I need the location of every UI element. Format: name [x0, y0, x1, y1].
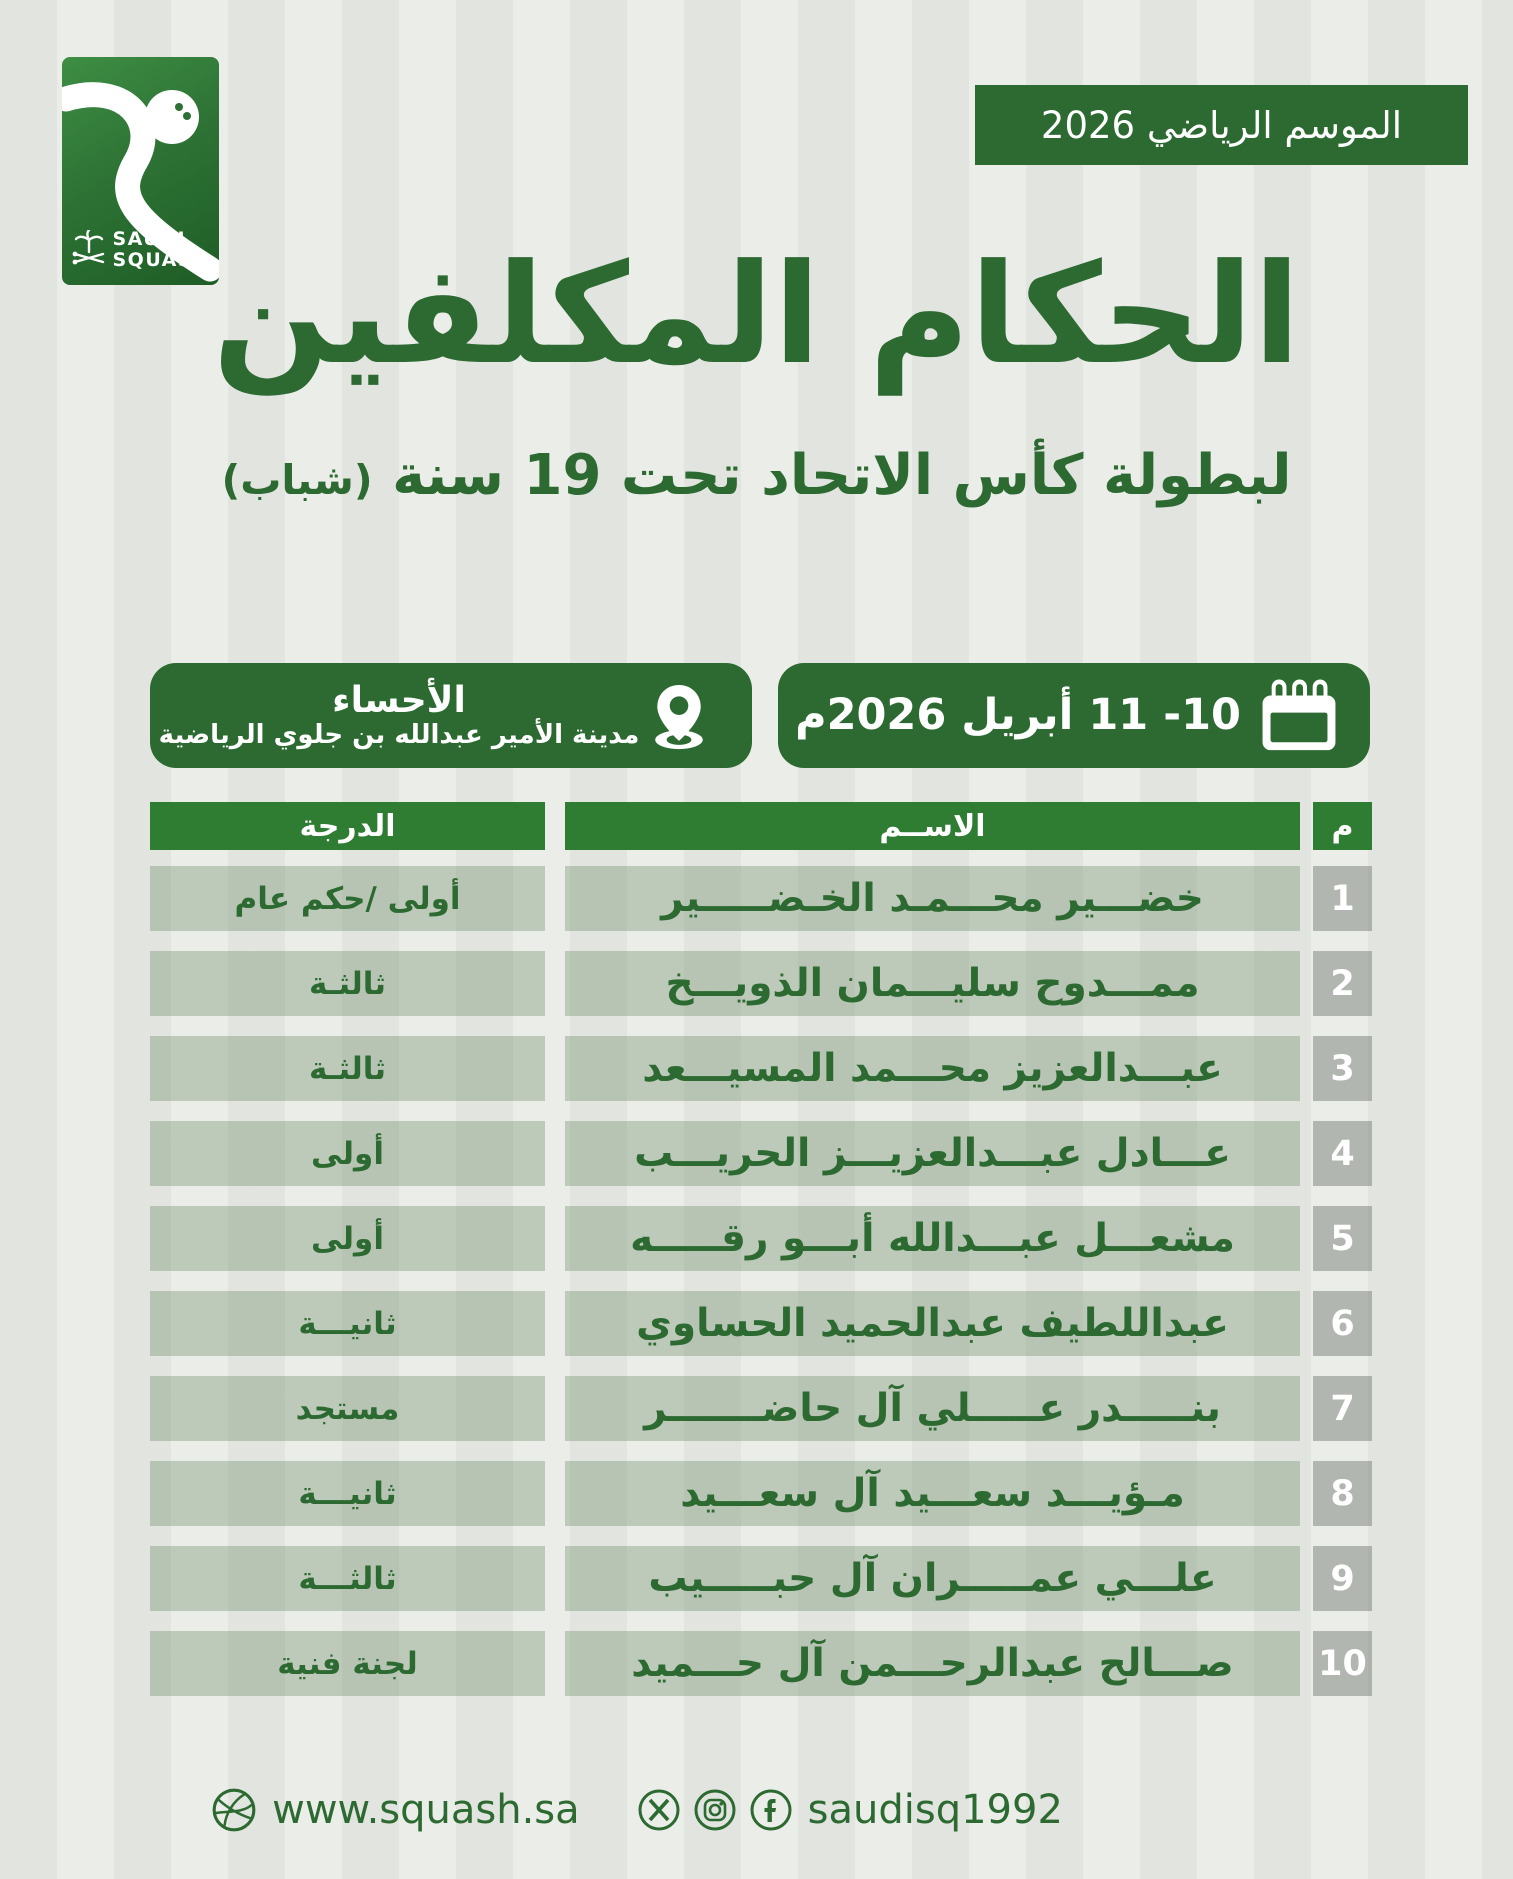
footer-social-group [636, 1787, 1063, 1833]
page-title: الحكام المكلفين [212, 233, 1301, 395]
table-row [150, 866, 1372, 931]
location-text [150, 680, 648, 751]
table-header-number: م [1313, 802, 1372, 850]
social-icons [636, 1787, 794, 1833]
row-name-cell: مشعـــل عبـــدالله أبـــو رقـــــه [565, 1206, 1300, 1271]
page-subtitle [0, 443, 1513, 508]
table-header-name: الاســم [565, 802, 1300, 850]
table-row [150, 1631, 1372, 1696]
table-header-grade: الدرجة [150, 802, 545, 850]
table-row [150, 1461, 1372, 1526]
location-venue: مدينة الأمير عبدالله بن جلوي الرياضية [158, 720, 640, 751]
row-grade-cell: مستجد [150, 1376, 545, 1441]
table-row [150, 1206, 1372, 1271]
date-text-wrap [778, 691, 1258, 740]
row-number-badge: 5 [1313, 1206, 1372, 1271]
season-badge-label: الموسم الرياضي 2026 [1040, 103, 1403, 147]
date-text: 10- 11 أبريل 2026م [795, 689, 1241, 740]
row-name-cell: بنـــــدر عـــــلي آل حاضـــــــر [565, 1376, 1300, 1441]
table-row [150, 1036, 1372, 1101]
row-name-cell: ممـــدوح سليـــمان الذويـــخ [565, 951, 1300, 1016]
table-row [150, 1121, 1372, 1186]
row-name-cell: عـــادل عبـــدالعزيـــز الحريـــب [565, 1121, 1300, 1186]
row-grade-cell: لجنة فنية [150, 1631, 545, 1696]
season-badge [975, 85, 1468, 165]
row-number-badge: 6 [1313, 1291, 1372, 1356]
row-grade-cell: أولى [150, 1121, 545, 1186]
row-number-badge: 8 [1313, 1461, 1372, 1526]
logo-brand-text: SAUDI SQUASH [112, 228, 211, 272]
subtitle-text: لبطولة كأس الاتحاد تحت 19 سنة [392, 443, 1292, 508]
row-number-badge: 4 [1313, 1121, 1372, 1186]
location-city: الأحساء [332, 679, 466, 721]
location-pill [150, 663, 752, 768]
row-number-badge: 7 [1313, 1376, 1372, 1441]
globe-icon [210, 1786, 258, 1834]
instagram-icon [692, 1787, 738, 1833]
footer-website: www.squash.sa [272, 1787, 580, 1833]
row-name-cell: علـــي عمـــــران آل حبـــــيب [565, 1546, 1300, 1611]
footer-website-group [210, 1786, 580, 1834]
row-name-cell: مـؤيـــد سعـــيد آل سعـــيد [565, 1461, 1300, 1526]
table-row [150, 1376, 1372, 1441]
x-twitter-icon [636, 1787, 682, 1833]
facebook-icon [748, 1787, 794, 1833]
table-row [150, 951, 1372, 1016]
row-grade-cell: ثانيـــة [150, 1291, 545, 1356]
row-grade-cell: ثالثـة [150, 951, 545, 1016]
subtitle-note: (شباب) [221, 456, 373, 504]
row-name-cell: عبـــدالعزيز محـــمد المسيـــعد [565, 1036, 1300, 1101]
row-grade-cell: ثالثـة [150, 1036, 545, 1101]
row-number-badge: 3 [1313, 1036, 1372, 1101]
referee-table-rows [150, 866, 1372, 1696]
footer [0, 1786, 1393, 1834]
row-number-badge: 1 [1313, 866, 1372, 931]
row-grade-cell: أولى /حكم عام [150, 866, 545, 931]
table-row [150, 1546, 1372, 1611]
row-grade-cell: ثالثـــة [150, 1546, 545, 1611]
calendar-icon [1258, 679, 1340, 753]
row-number-badge: 9 [1313, 1546, 1372, 1611]
row-grade-cell: ثانيـــة [150, 1461, 545, 1526]
date-pill [778, 663, 1370, 768]
table-row [150, 1291, 1372, 1356]
footer-social-handle: saudisq1992 [807, 1787, 1063, 1833]
row-number-badge: 10 [1313, 1631, 1372, 1696]
row-name-cell: خضـــير محـــمـد الخـضـــــير [565, 866, 1300, 931]
row-name-cell: عبداللطيف عبدالحميد الحساوي [565, 1291, 1300, 1356]
location-pin-icon [648, 681, 710, 751]
row-grade-cell: أولى [150, 1206, 545, 1271]
row-name-cell: صـــالح عبدالرحـــمن آل حـــميد [565, 1631, 1300, 1696]
row-number-badge: 2 [1313, 951, 1372, 1016]
